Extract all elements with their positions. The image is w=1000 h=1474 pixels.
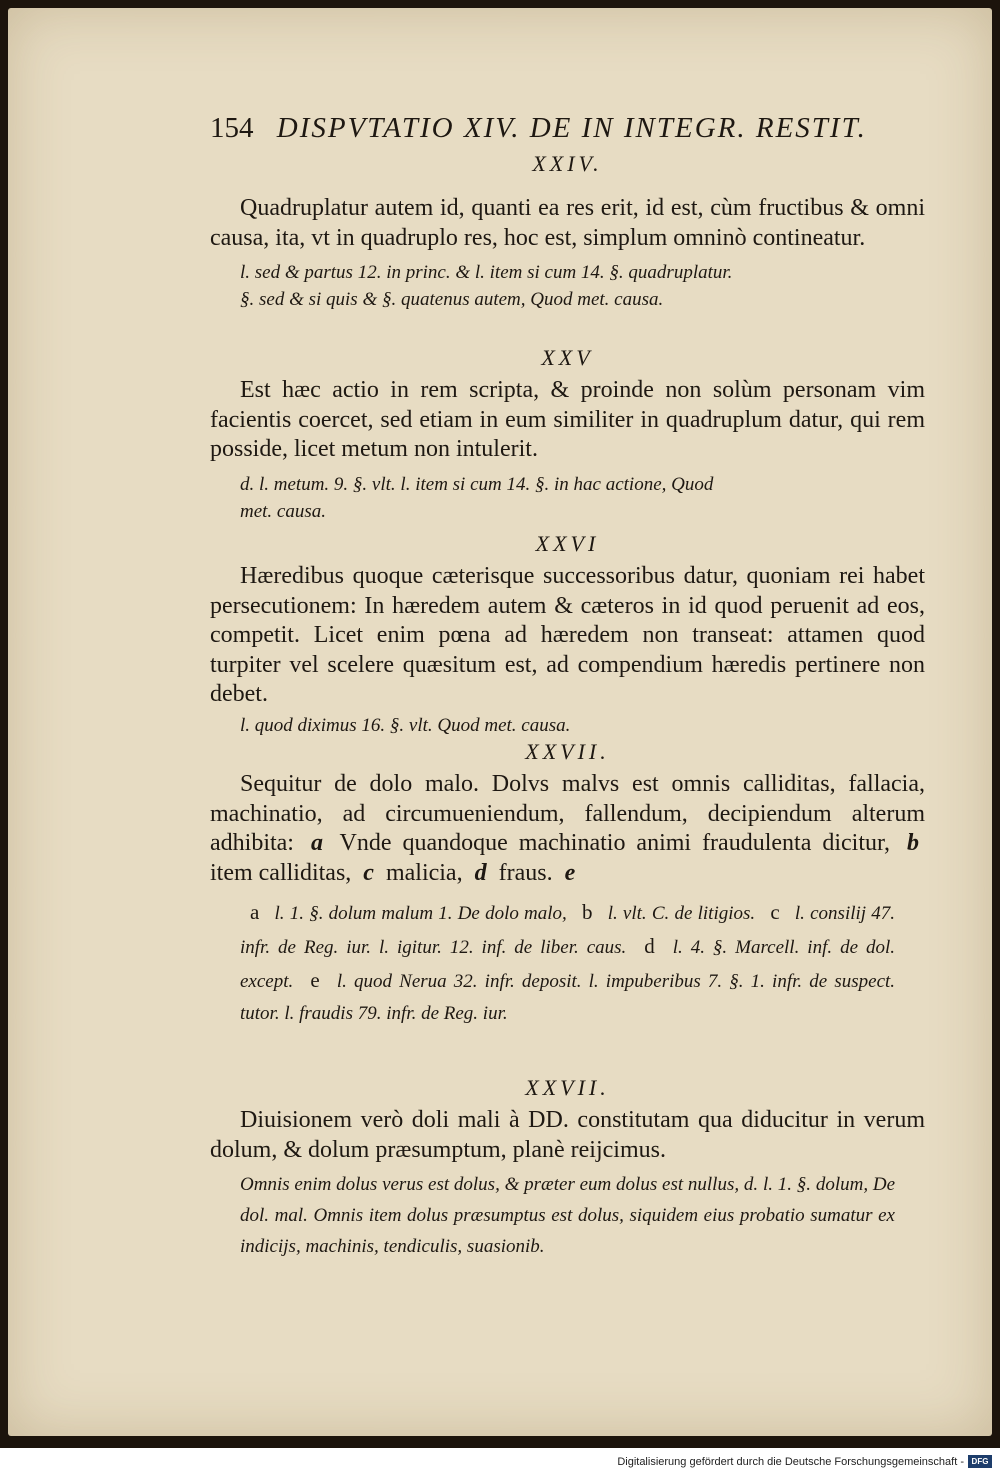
paragraph-text: fraus. — [498, 859, 553, 886]
section-xxvi — [210, 530, 925, 739]
section-paragraph: Hæredibus quoque cæterisque successoribus datur, quoniam rei habet persecutionem: In hæredem autem & cæteros in id quod peruenit ad eos, competit. Licet enim pœna ad hæredem non transeat: attamen quod turpiter vel scelere quæsitum est, ad compendium hæredis pertinere non debet. — [210, 563, 925, 707]
section-numeral: XXVII. — [525, 1075, 610, 1100]
citation-line: §. sed & si quis & §. quatenus autem, Quod met. causa. — [240, 289, 664, 310]
citation-line: l. 1. §. dolum, De dol. mal. Omnis item dolus præsumptus est dolus, siquidem eius probatio sumatur ex indicijs, machinis, tendiculis, suasionib. — [240, 1174, 896, 1257]
digitization-credit: Digitalisierung gefördert durch die Deutsche Forschungsgemeinschaft - — [617, 1456, 964, 1468]
footnote-block — [240, 896, 895, 1030]
paragraph-text: item calliditas, — [210, 859, 352, 886]
footnote-marker: a — [310, 830, 323, 856]
footnote-text: l. quod Nerua 32. infr. deposit. l. impuberibus 7. §. 1. infr. de suspect. tutor. l. fraudis 79. infr. de Reg. iur. — [240, 971, 896, 1024]
paragraph-text: malicia, — [385, 859, 463, 886]
footnote-letter: a — [250, 900, 260, 924]
footnote-text: l. 4. §. Marcell. inf. de dol. except. — [240, 937, 895, 992]
section-numeral: XXIV. — [532, 151, 603, 176]
footnote-marker: b — [907, 830, 920, 856]
footnote-marker: e — [564, 859, 576, 886]
section-xxiv — [210, 150, 925, 313]
section-numeral: XXVI — [535, 531, 600, 556]
citation-line: Omnis enim dolus verus est dolus, & præter eum dolus est nullus, d. — [240, 1174, 759, 1195]
footnote-letter: c — [770, 900, 780, 924]
footnote-letter: d — [644, 934, 655, 958]
citation-line: d. l. metum. 9. §. vlt. l. item si cum 14. §. in hac actione, Quod — [240, 473, 714, 495]
running-title: DISPVTATIO XIV. DE IN INTEGR. RESTIT. — [276, 112, 867, 144]
section-xxvii — [210, 738, 925, 1030]
footnote-text: l. vlt. C. de litigios. — [607, 903, 756, 924]
paragraph-text: Vnde quandoque machinatio animi fraudulenta dicitur, — [339, 830, 891, 856]
footnote-text: l. consilij 47. infr. de Reg. iur. l. igitur. 12. inf. de liber. caus. — [240, 903, 896, 958]
footnote-marker: c — [363, 859, 374, 886]
section-paragraph: Diuisionem verò doli mali à DD. constitutam qua diducitur in verum dolum, & dolum præsumptum, planè reijcimus. — [210, 1107, 925, 1163]
page-number: 154 — [210, 112, 254, 144]
citation-line: met. causa. — [240, 500, 327, 522]
section-paragraph — [210, 770, 925, 888]
footnote-letter: e — [310, 968, 320, 992]
running-head — [210, 112, 890, 145]
dfg-logo: DFG — [968, 1455, 992, 1468]
section-xxv — [210, 344, 925, 525]
citation-line: l. quod diximus 16. §. vlt. Quod met. causa. — [240, 714, 571, 736]
footnote-text: l. 1. §. dolum malum 1. De dolo malo, — [274, 903, 567, 924]
section-paragraph: Quadruplatur autem id, quanti ea res erit, id est, cùm fructibus & omni causa, ita, vt in quadruplo res, hoc est, simplum omninò contineatur. — [210, 195, 925, 251]
section-numeral: XXV — [541, 345, 594, 370]
section-xxviii — [210, 1074, 925, 1262]
footnote-letter: b — [582, 900, 593, 924]
citation-line: l. sed & partus 12. in princ. & l. item si cum 14. §. quadruplatur. — [240, 262, 733, 283]
paragraph-lead: Sequitur de dolo malo. Dolvs malvs est omnis calliditas, fallacia, machinatio, ad circumueniendum, fallendum, decipiendum alterum adhibita: — [210, 771, 925, 856]
footnote-marker: d — [474, 859, 487, 886]
section-numeral: XXVII. — [525, 739, 610, 764]
citation-block — [240, 1169, 895, 1262]
section-paragraph: Est hæc actio in rem scripta, & proinde non solùm personam vim facientis coercet, sed etiam in eum similiter in quadruplum datur, qui rem posside, licet metum non intulerit. — [210, 377, 925, 462]
